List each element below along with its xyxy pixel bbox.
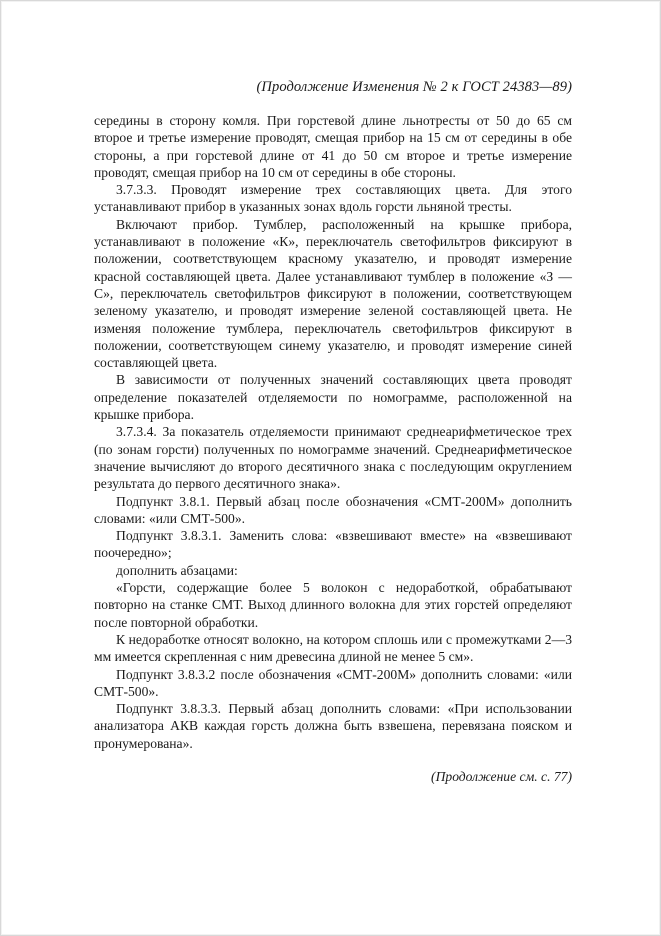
document-body: [94, 112, 572, 752]
document-page: [94, 78, 572, 786]
paragraph-1: середины в сторону комля. При горстевой длине льнотресты от 50 до 65 см второе и третье измерение проводят, смещая прибор на 15 см от середины в обе стороны, а при горстевой длине от 41 до 50 см второе и третье измерение проводят, смещая прибор на 10 см от середины в обе стороны.: [94, 113, 572, 180]
paragraph-12: Подпункт 3.8.3.3. Первый абзац дополнить словами: «При использовании анализатора АКВ каждая горсть должна быть взвешена, перевязана пояском и пронумерована».: [94, 701, 572, 751]
paragraph-7: Подпункт 3.8.3.1. Заменить слова: «взвешивают вместе» на «взвешивают поочередно»;: [94, 528, 572, 561]
paragraph-8: дополнить абзацами:: [116, 562, 238, 578]
continuation-header: (Продолжение Изменения № 2 к ГОСТ 24383—89): [256, 79, 572, 95]
continuation-footer: (Продолжение см. с. 77): [431, 768, 572, 784]
paragraph-5: 3.7.3.4. За показатель отделяемости принимают среднеарифметическое трех (по зонам горсти) полученных по номограмме значений. Среднеарифметическое значение вычисляют до второго десятичного знака с последующим округлением результата до первого десятичного знака».: [94, 424, 572, 492]
paragraph-4: В зависимости от полученных значений составляющих цвета проводят определение показателей отделяемости по номограмме, расположенной на крышке прибора.: [94, 372, 572, 423]
paragraph-11: Подпункт 3.8.3.2 после обозначения «СМТ-200М» дополнить словами: «или СМТ-500».: [94, 666, 572, 699]
paragraph-10: К недоработке относят волокно, на котором сплошь или с промежутками 2—3 мм имеется скрепленная с ним древесина длиной не менее 5 см».: [94, 631, 572, 665]
paragraph-6: Подпункт 3.8.1. Первый абзац после обозначения «СМТ-200М» дополнить словами: «или СМТ-500».: [94, 493, 572, 526]
paragraph-2: 3.7.3.3. Проводят измерение трех составляющих цвета. Для этого устанавливают прибор в указанных зонах вдоль горсти льняной тресты.: [94, 182, 572, 215]
paragraph-9: «Горсти, содержащие более 5 волокон с недоработкой, обрабатывают повторно на станке СМТ. Выход длинного волокна для этих горстей определяют после повторной обработки.: [94, 580, 572, 630]
paragraph-3: Включают прибор. Тумблер, расположенный на крышке прибора, устанавливают в положение «К», переключатель светофильтров фиксируют в положении, соответствующем красному указателю, и проводят измерение красной составляющей цвета. Далее устанавливают тумблер в положение «З — С», переключатель светофильтров фиксируют в положении, соответствующем зеленому указателю, и проводят измерение зеленой составляющей цвета. Не изменяя положение тумблера, переключатель светофильтров фиксируют в положении, соответствующем синему указателю, и проводят измерение синей составляющей цвета.: [94, 216, 572, 371]
